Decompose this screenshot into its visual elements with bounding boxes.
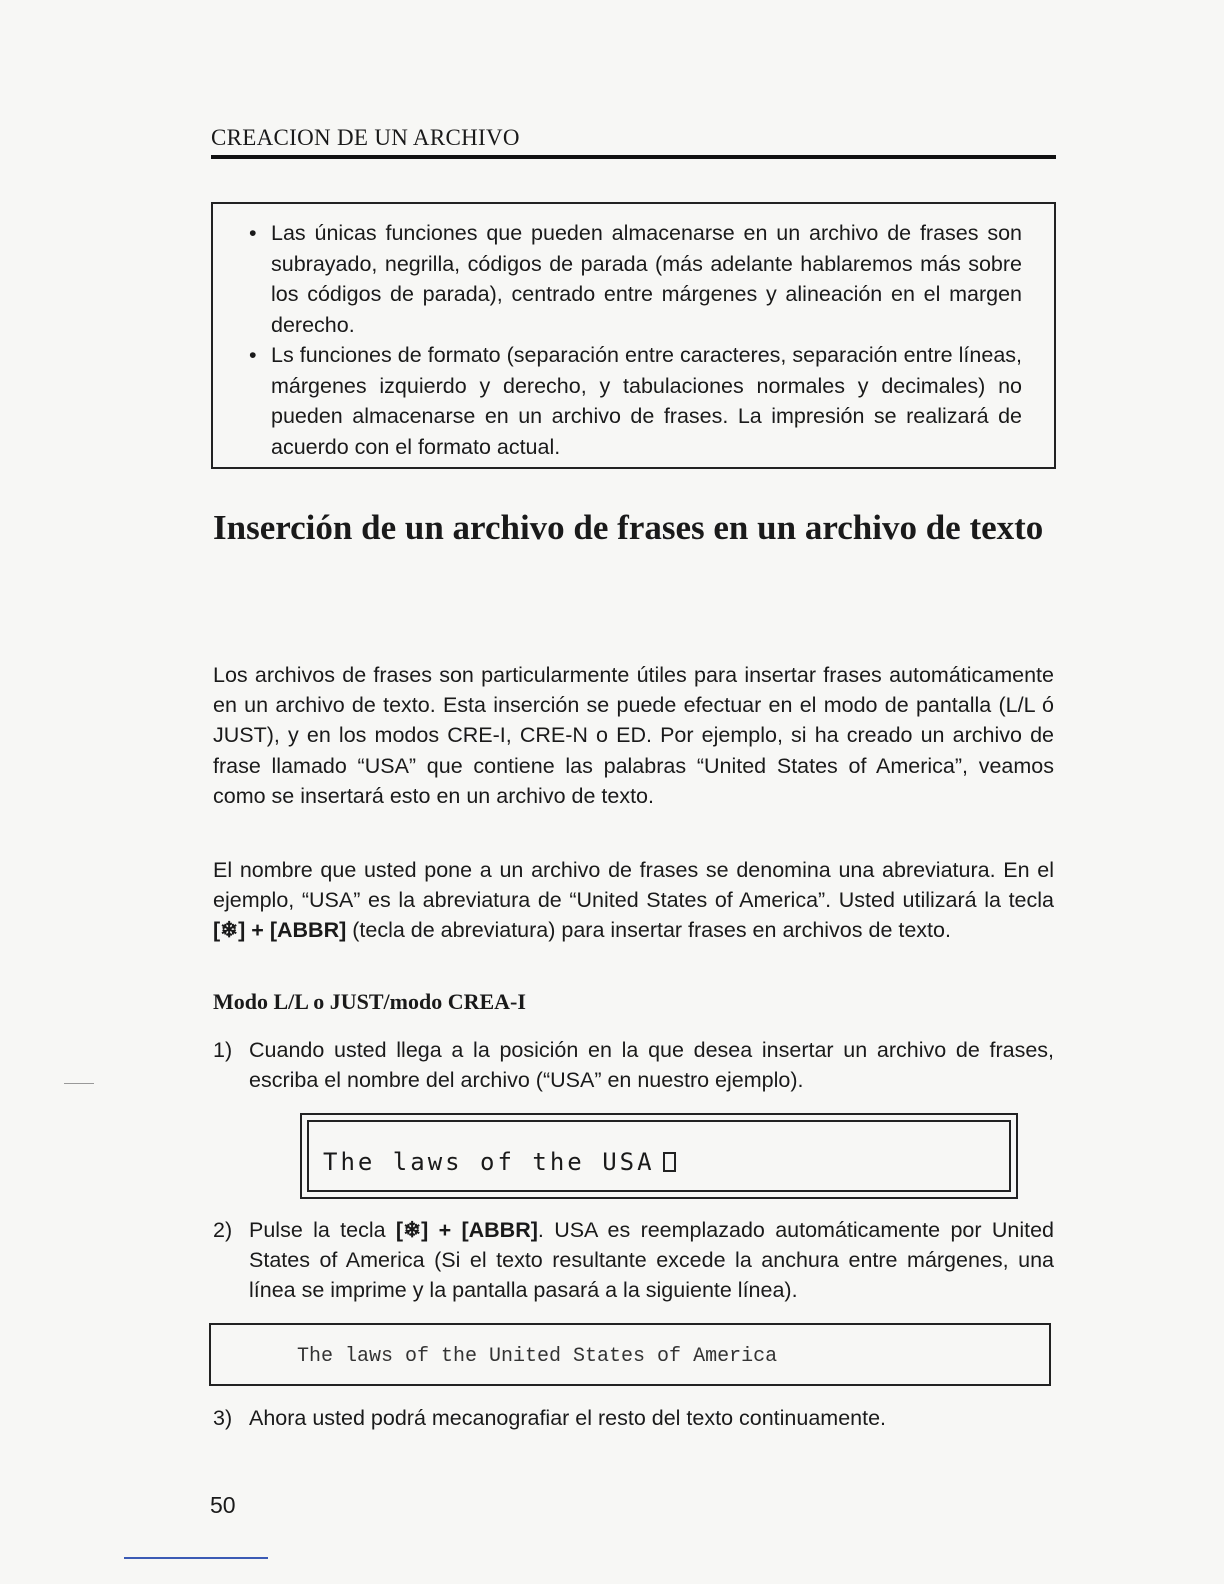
- running-header: CREACION DE UN ARCHIVO: [211, 125, 1056, 159]
- step-text: Cuando usted llega a la posición en la que desea insertar un archivo de frases, escriba el nombre del archivo (“USA” en nuestro ejemplo).: [249, 1038, 1054, 1093]
- lcd-display-inner: [307, 1120, 1011, 1192]
- step-number: 3): [213, 1406, 233, 1430]
- bullet-icon: •: [249, 221, 257, 245]
- step-text: [213, 1215, 1054, 1306]
- abbr-key-combo: [❄] + [ABBR]: [213, 918, 347, 943]
- step-text: Ahora usted podrá mecanografiar el resto del texto continuamente.: [249, 1406, 887, 1430]
- page-number: 50: [210, 1492, 236, 1518]
- cursor-icon: [663, 1152, 676, 1172]
- printed-output-text: The laws of the United States of America: [297, 1345, 778, 1368]
- step-item: [213, 1403, 1054, 1433]
- intro-paragraph: Los archivos de frases son particularmente útiles para insertar frases automáticamente en un archivo de texto. Esta inserción se puede efectuar en el modo de pantalla (L/L ó JUST), y en los modos CRE-I, CRE-N o ED. Por ejemplo, si ha creado un archivo de frase llamado “USA” que contiene las palabras “United States of America”, veamos como se insertará esto en un archivo de texto.: [213, 663, 1054, 808]
- step-number: 1): [213, 1038, 233, 1062]
- mode-subheading: Modo L/L o JUST/modo CREA-I: [213, 989, 526, 1014]
- note-item: [249, 218, 1022, 340]
- step-text-part: . USA es reemplazado automáticamente por United States of America (Si el texto resultante excede la anchura entre márgenes, una línea se imprime y la pantalla pasará a la siguiente línea).: [249, 1218, 1054, 1303]
- margin-mark: [64, 1083, 94, 1084]
- step-number: 2): [213, 1218, 233, 1242]
- step-item: [213, 1035, 1054, 1095]
- printed-output-box: [209, 1323, 1051, 1386]
- step-item: [213, 1215, 1054, 1306]
- step-text-part: Pulse la tecla: [249, 1218, 396, 1242]
- section-title: Inserción de un archivo de frases en un archivo de texto: [213, 508, 1044, 547]
- note-text: Las únicas funciones que pueden almacenarse en un archivo de frases son subrayado, negrilla, códigos de parada (más adelante hablaremos más sobre los códigos de parada), centrado entre márgenes y alineación en el margen derecho.: [271, 221, 1022, 337]
- note-item: [249, 340, 1022, 462]
- paragraph-text: (tecla de abreviatura) para insertar frases en archivos de texto.: [346, 918, 951, 943]
- abbreviation-paragraph: [213, 855, 1054, 946]
- note-text: Ls funciones de formato (separación entre caracteres, separación entre líneas, márgenes izquierdo y derecho, y tabulaciones normales y decimales) no pueden almacenarse en un archivo de frases. La impresión se realizará de acuerdo con el formato actual.: [271, 343, 1022, 459]
- paragraph-text: El nombre que usted pone a un archivo de frases se denomina una abreviatura. En el ejemplo, “USA” es la abreviatura de “United States of America”. Usted utilizará la tecla: [213, 858, 1054, 913]
- lcd-display-text: The laws of the USA: [323, 1148, 655, 1176]
- bottom-rule: [124, 1557, 268, 1559]
- note-box: [211, 202, 1056, 469]
- bullet-icon: •: [249, 343, 257, 367]
- note-list: [249, 218, 1022, 462]
- lcd-display-box: [300, 1113, 1018, 1199]
- abbr-key-combo: [❄] + [ABBR]: [395, 1218, 538, 1242]
